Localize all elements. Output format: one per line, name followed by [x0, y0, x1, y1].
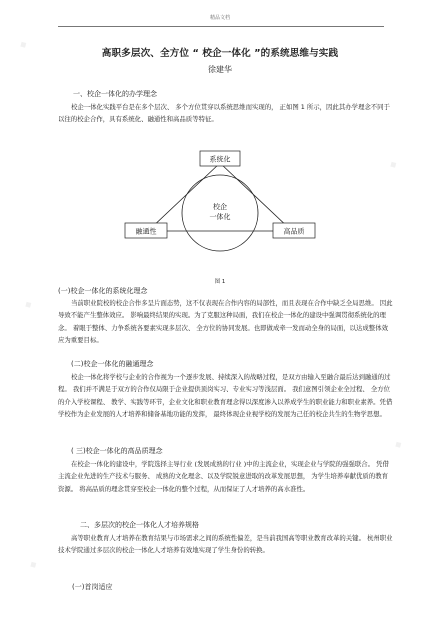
section-paragraph-1: 校企一体化实践平台是在多个层次、 多个方位贯穿以系统思维而实现的， 正如图 1 所示，因此其办学理念不同于以往的校企合作，具有系统化、融通性和高品质等特征。 — [58, 103, 390, 124]
figure-caption: 图 1 — [214, 279, 226, 285]
section-heading-2: 二、多层次的校企一体化人才培养规格 — [80, 521, 199, 529]
diagram-label-left: 融通性 — [135, 227, 157, 236]
author-name: 徐建华 — [208, 65, 232, 74]
subsection-paragraph-1: 当前职业院校的校企合作多呈片面态势，这不仅表现在合作内容的局部性，而且表现在合作中缺乏全局思维。 因此导致不能产生整体效应。 影响最终结果的实现。为了克服这种局面，我们在校企一体化的建设中强调贯彻系统化的理念。 着眼于整体、力争系统各要素实现多层次、 全方位的协同发展。也即做成牵一发而动全身的局面，以达成整体效应为重要目标。 — [58, 299, 393, 344]
diagram-label-top: 系统化 — [209, 155, 231, 164]
concept-diagram — [120, 143, 320, 263]
subsection-heading-3: ( 三)校企一体化的高品质理念 — [71, 447, 163, 455]
watermark-mark: ◆ — [27, 558, 39, 572]
watermark-mark: ◆ — [17, 38, 29, 52]
section-paragraph-2: 高等职业教育人才培养在教育结果与市场需求之间的系统性偏差，是当前我国高等职业教育改革的关键。 杭州职业技术学院通过多层次的校企一体化人才培养有效地实现了学生身份的转换。 — [58, 534, 393, 555]
header-rule — [58, 26, 384, 27]
subsection-paragraph-3: 在校企一体化的建设中，学院选择主导行业 (发展成熟的行业 )中的主流企业，实现企业与学院的强强联合。 凭借主流企业先进的生产技术与服务、 成熟的文化理念、以及学院锐意进取的改革发展思想， 为学生培养奉献优质的教育资源。 将高品质的理念贯穿至校企一体化的整个过程，从而保证了人才培养的高水准性。 — [58, 460, 389, 493]
page-header-label: 精品文档 — [209, 15, 230, 21]
watermark-mark: ◆ — [22, 298, 34, 312]
diagram-label-right: 高品质 — [283, 227, 305, 236]
diagram-center-line2: 一体化 — [209, 213, 231, 221]
watermark-mark: ◆ — [387, 158, 399, 172]
watermark-mark: ◆ — [392, 438, 404, 452]
subsection-paragraph-2: 校企一体化将学校与企业的合作视为一个逐步发展、持续深入的战略过程，是双方由输入至融合最后达到融通的过程。 我们并不满足于双方的合作仅局限于企业提供顶岗实习、专业实习等浅层面。 我们意图引领企业全过程、 全方位的介入学校课程、 教学、实践等环节，企业文化和职业教育理念得以深度渗入以养成学生的职业能力和职业素养。凭借学校作为企业发展的人才培养和储备基地功能的发挥， 最终体现企业视学校的发展为己任的校企共生的生物学思想。 — [58, 373, 393, 418]
diagram-center-line1: 校企 — [213, 203, 227, 211]
subsection-heading-1: (一)校企一体化的系统化理念 — [58, 287, 148, 295]
section-heading-1: 一、校企一体化的办学理念 — [73, 90, 157, 98]
document-title: 高职多层次、全方位 “ 校企一体化 ”的系统思维与实践 — [101, 48, 339, 59]
subsection-heading-4: (一)首岗适应 — [72, 583, 113, 591]
subsection-heading-2: (二)校企一体化的融通理念 — [71, 360, 154, 368]
